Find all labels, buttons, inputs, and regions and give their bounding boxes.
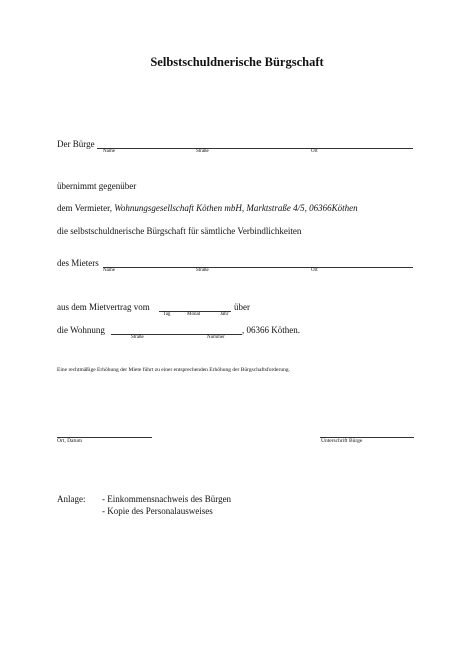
ort-datum-label: Ort, Datum <box>57 438 83 444</box>
wohnung-sub-nummer: Nummer <box>207 335 225 340</box>
mieter-sub-strasse: Straße <box>196 268 209 273</box>
buerge-sub-ort: Ort <box>311 149 318 154</box>
anlage-item: - Kopie des Personalausweises <box>102 506 213 516</box>
buerge-line[interactable] <box>97 148 413 149</box>
wohnung-sub-strasse: Straße <box>131 335 144 340</box>
mietvertrag-sub-tag: Tag <box>163 312 171 317</box>
mietvertrag-suffix: über <box>234 302 250 312</box>
mietvertrag-prefix: aus dem Mietvertrag vom <box>57 302 150 312</box>
wohnung-suffix: , 06366 Köthen. <box>242 325 300 335</box>
mieter-label: des Mieters <box>57 258 99 268</box>
mietvertrag-sub-monat: Monat <box>187 312 201 317</box>
page-title: Selbstschuldnerische Bürgschaft <box>150 55 324 69</box>
buerge-sub-strasse: Straße <box>196 149 209 154</box>
buerge-sub-name: Name <box>103 149 115 154</box>
mieter-sub-name: Name <box>103 268 115 273</box>
uebernimmt-text: übernimmt gegenüber <box>57 181 137 191</box>
verbindlichkeiten-text: die selbstschuldnerische Bürgschaft für sämtliche Verbindlichkeiten <box>57 226 302 236</box>
anlage-label: Anlage: <box>57 494 86 504</box>
mietvertrag-sub-jahr: Jahr <box>220 312 229 317</box>
hinweis-text: Eine rechtmäßige Erhöhung der Miete führt zu einer entsprechenden Erhöhung der Bürgschaftsforderung. <box>57 367 290 373</box>
mieter-sub-ort: Ort <box>311 268 318 273</box>
wohnung-prefix: die Wohnung <box>57 325 105 335</box>
vermieter-prefix: dem Vermieter, <box>57 203 112 213</box>
buerge-label: Der Bürge <box>57 139 95 149</box>
anlage-item: - Einkommensnachweis des Bürgen <box>102 494 232 504</box>
mieter-line[interactable] <box>103 267 413 268</box>
unterschrift-label: Unterschrift Bürge <box>321 438 363 444</box>
vermieter-value: Wohnungsgesellschaft Köthen mbH, Marktstraße 4/5, 06366Köthen <box>114 203 358 213</box>
vermieter-line <box>57 203 358 213</box>
